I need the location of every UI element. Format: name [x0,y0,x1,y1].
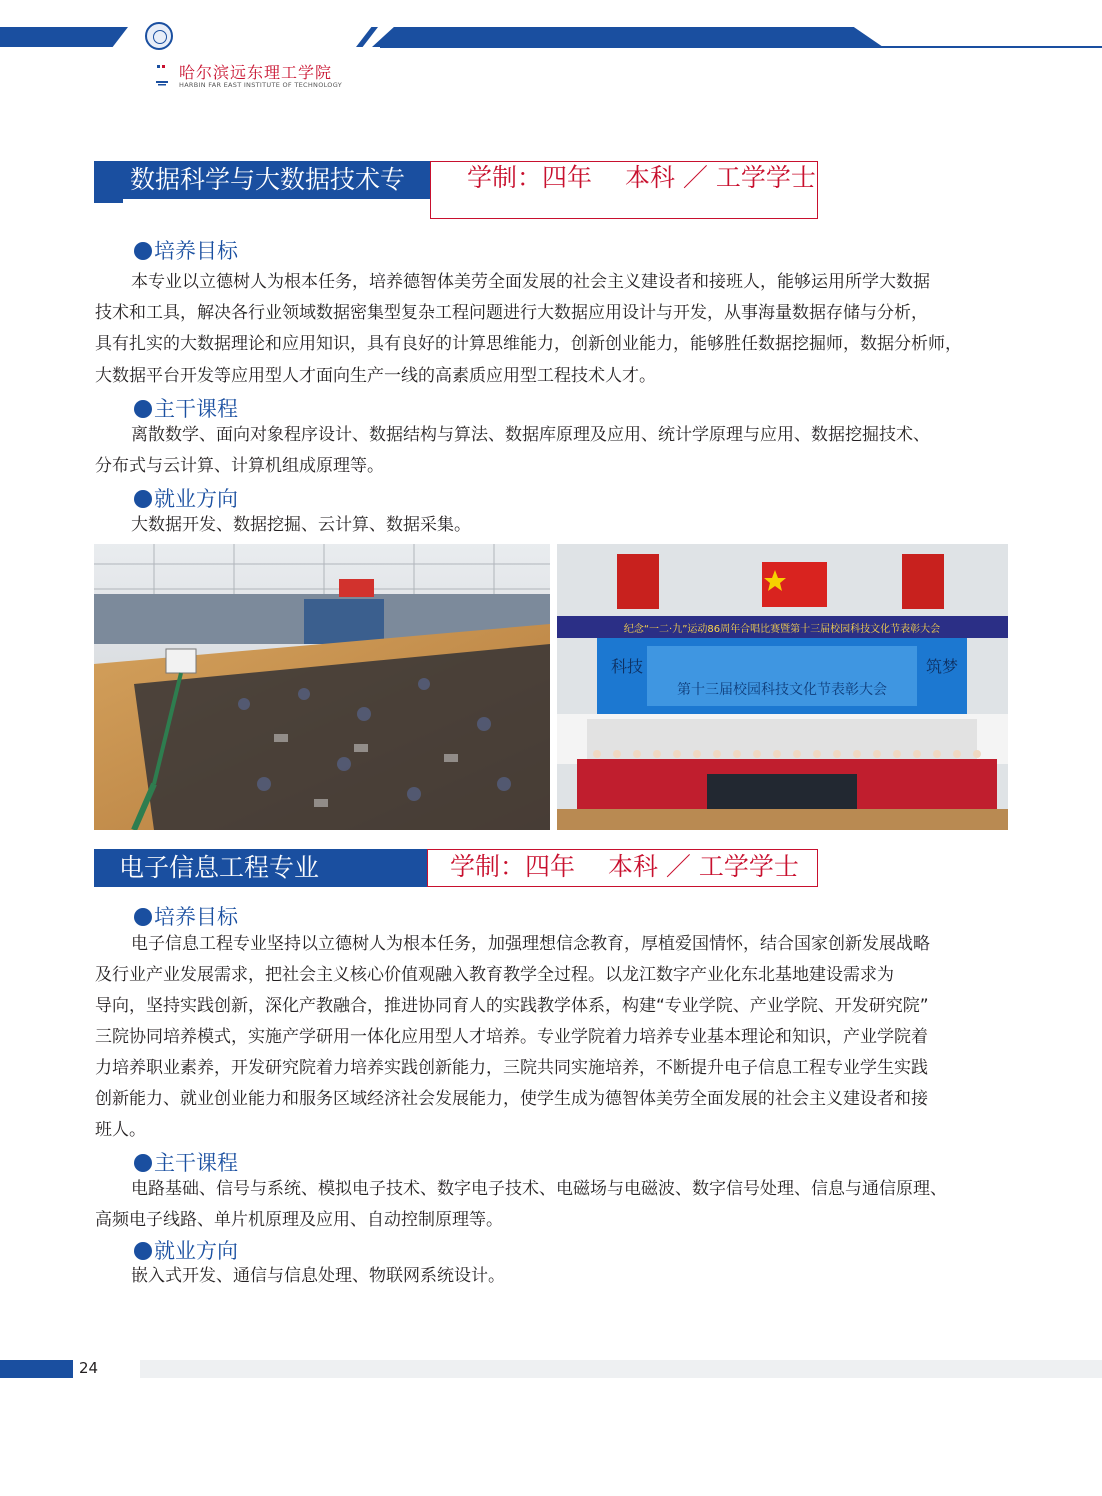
goal-line: 电子信息工程专业坚持以立德树人为根本任务，加强理想信念教育，厚植爱国情怀，结合国家创新发展战略 [131,934,930,954]
section-title [94,849,427,887]
job-text: 大数据开发、数据挖掘、云计算、数据采集。 [131,515,471,535]
footer-bar-right [140,1360,1102,1378]
ceremony-photo [557,544,1008,830]
job-heading: 就业方向 [134,486,238,512]
banner-text: 纪念“一二·九”运动86周年合唱比赛暨第十三届校园科技文化节表彰大会 [623,624,941,635]
bullet-dot-icon [134,400,152,418]
footer-bar-left [0,1360,73,1378]
bullet-dot-icon [134,1154,152,1172]
section-title-text: 电子信息工程专业 [119,853,320,882]
goal-line: 班人。 [95,1120,146,1140]
course-line: 高频电子线路、单片机原理及应用、自动控制原理等。 [95,1210,503,1230]
goal-line: 技术和工具，解决各行业领域数据密集型复杂工程问题进行大数据应用设计与开发，从事海量数据存储与分析， [95,303,928,323]
screen-side-right: 筑梦 [925,657,959,676]
header-bar-right [372,27,1102,47]
school-logo-icon [155,64,169,86]
header-underline [380,46,1102,48]
goal-line: 创新能力、就业创业能力和服务区域经济社会发展能力，使学生成为德智体美劳全面发展的社会主义建设者和接 [95,1089,928,1109]
goal-line: 及行业产业发展需求，把社会主义核心价值观融入教育教学全过程。以龙江数字产业化东北基地建设需求为 [95,965,894,985]
course-line: 分布式与云计算、计算机组成原理等。 [95,456,384,476]
school-name-en: HARBIN FAR EAST INSTITUTE OF TECHNOLOGY [179,81,342,89]
bullet-dot-icon [134,1242,152,1260]
section-title-text: 数据科学与大数据技术专 [130,165,406,194]
screen-text: 第十三届校园科技文化节表彰大会 [677,682,887,698]
program-meta-text: 学制：四年 本科 ／ 工学学士 [467,163,816,192]
goal-line: 导向，坚持实践创新，深化产教融合，推进协同育人的实践教学体系，构建“专业学院、产业学院、开发研究院” [95,996,929,1016]
bullet-dot-icon [134,490,152,508]
course-heading: 主干课程 [134,396,238,422]
screen-side-left: 科技 [610,657,644,676]
course-line: 离散数学、面向对象程序设计、数据结构与算法、数据库原理及应用、统计学原理与应用、数据挖掘技术、 [131,425,930,445]
goal-heading: 培养目标 [134,238,238,264]
gymnasium-photo [94,544,550,830]
bullet-dot-icon [134,908,152,926]
course-heading: 主干课程 [134,1150,238,1176]
goal-line: 大数据平台开发等应用型人才面向生产一线的高素质应用型工程技术人才。 [95,366,656,386]
school-seal-icon [145,22,173,50]
goal-line: 本专业以立德树人为根本任务，培养德智体美劳全面发展的社会主义建设者和接班人，能够运用所学大数据 [131,272,930,292]
title-accent [94,199,123,203]
goal-line: 三院协同培养模式，实施产学研用一体化应用型人才培养。专业学院着力培养专业基本理论和知识，产业学院着 [95,1027,928,1047]
job-heading: 就业方向 [134,1238,238,1264]
goal-line: 具有扎实的大数据理论和应用知识，具有良好的计算思维能力，创新创业能力，能够胜任数据挖掘师，数据分析师， [95,334,962,354]
bullet-dot-icon [134,242,152,260]
program-meta-text: 学制：四年 本科 ／ 工学学士 [450,852,799,881]
job-text: 嵌入式开发、通信与信息处理、物联网系统设计。 [131,1266,505,1286]
school-name-cn: 哈尔滨远东理工学院 [179,63,333,82]
program-meta-box [430,161,818,219]
section-title [94,161,430,199]
course-line: 电路基础、信号与系统、模拟电子技术、数字电子技术、电磁场与电磁波、数字信号处理、信息与通信原理、 [131,1179,947,1199]
goal-heading: 培养目标 [134,904,238,930]
goal-line: 力培养职业素养，开发研究院着力培养实践创新能力，三院共同实施培养，不断提升电子信息工程专业学生实践 [95,1058,928,1078]
program-meta-box [427,849,818,887]
header-bar-left [0,27,128,47]
page-number: 24 [79,1359,99,1377]
header-slash [356,27,378,47]
